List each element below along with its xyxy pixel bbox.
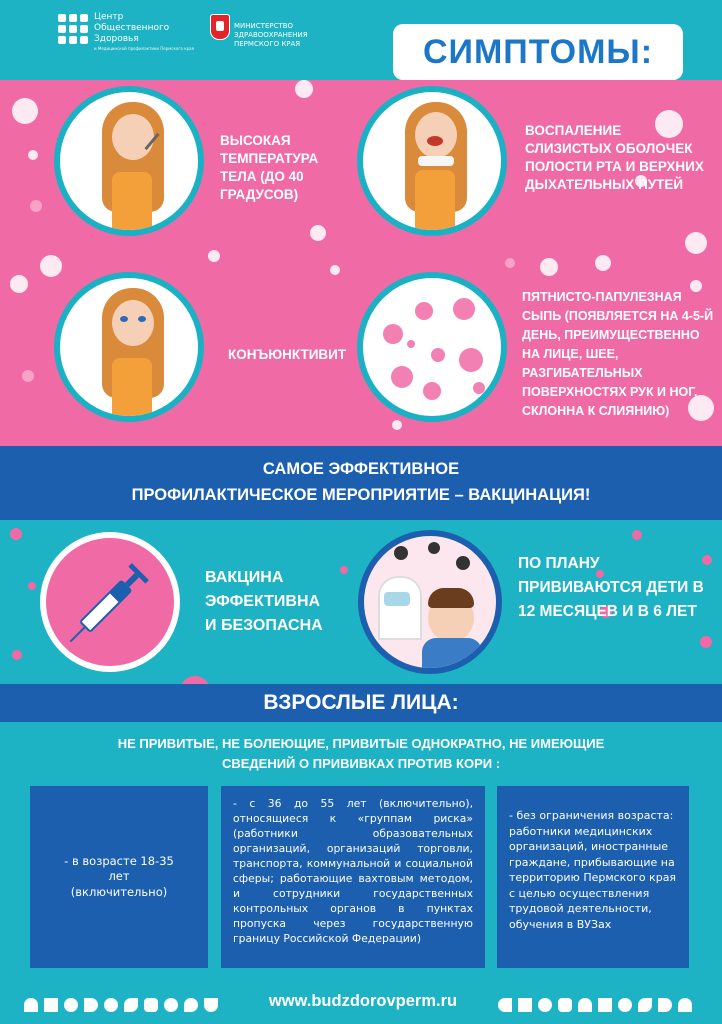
vaccine-plan-text: ПО ПЛАНУ ПРИВИВАЮТСЯ ДЕТИ В 12 МЕСЯЦЕВ И В 6 ЛЕТ — [518, 555, 704, 620]
adults-banner — [0, 684, 722, 722]
open-mouth-icon — [427, 136, 443, 146]
footer-shape-icon — [558, 998, 572, 1012]
conjunctivitis-illustration — [54, 272, 204, 422]
footer-shape-icon — [578, 998, 592, 1012]
footer — [0, 985, 722, 1024]
child-hair — [428, 588, 474, 608]
footer-shape-icon — [658, 998, 672, 1012]
symptom-conjunctivitis: КОНЪЮНКТИВИТ — [228, 347, 347, 362]
scarf-icon — [418, 156, 454, 166]
virus-decoration — [685, 232, 707, 254]
vaccination-banner-line1: САМОЕ ЭФФЕКТИВНОЕ — [262, 460, 460, 478]
footer-shape-icon — [204, 998, 218, 1012]
virus-decoration — [310, 225, 326, 241]
syringe-icon — [46, 538, 174, 666]
adults-box-36-55-text: - с 36 до 55 лет (включительно), относящиеся к «группам риска» (работники образовательных организаций, организаций торговли, транспорта, коммунальной и социальной сферы; работающие вахтовым методом, и сотрудники государственных контрольных органов в пунктах пропуска через государственную границу Российской Федерации) — [233, 797, 473, 945]
adults-title: ВЗРОСЛЫЕ ЛИЦА: — [263, 691, 459, 714]
website-link[interactable]: www.budzdorovperm.ru — [268, 992, 458, 1010]
virus-decoration — [330, 265, 340, 275]
adults-box-no-age-limit-text: - без ограничения возраста: работники медицинских организаций, иностранные граждане, прибывающие на территорию Пермского края с целью осуществления трудовой деятельности, обучения в ВУЗах — [509, 809, 677, 931]
adults-subtitle-line2: СВЕДЕНИЙ О ПРИВИВКАХ ПРОТИВ КОРИ : — [221, 756, 501, 771]
adults-box-36-55 — [221, 786, 485, 968]
adults-subtitle-line1: НЕ ПРИВИТЫЕ, НЕ БОЛЕЮЩИЕ, ПРИВИТЫЕ ОДНОКРАТНО, НЕ ИМЕЮЩИЕ — [117, 736, 605, 751]
adults-box-no-age-limit — [497, 786, 689, 968]
inflammation-illustration — [357, 86, 507, 236]
virus-decoration — [12, 650, 22, 660]
virus-decoration — [40, 255, 62, 277]
tearful-eye-icon — [138, 316, 146, 322]
footer-shape-icon — [598, 998, 612, 1012]
adults-box-18-35-text: - в возрасте 18-35 лет (включительно) — [64, 853, 174, 899]
virus-decoration — [505, 258, 515, 268]
virus-decoration — [28, 582, 36, 590]
page-title: СИМПТОМЫ: — [422, 32, 654, 71]
adults-subtitle — [0, 734, 722, 774]
virus-decoration — [295, 80, 313, 98]
virus-decoration — [28, 150, 38, 160]
vaccination-banner — [0, 446, 722, 520]
virus-decoration — [10, 528, 22, 540]
tearful-eye-icon — [120, 316, 128, 322]
footer-shape-icon — [678, 998, 692, 1012]
doctor-figure — [378, 576, 422, 640]
footer-shape-icon — [164, 998, 178, 1012]
footer-shape-icon — [64, 998, 78, 1012]
footer-shape-icon — [84, 998, 98, 1012]
page-title-box — [393, 24, 683, 80]
symptom-fever: ВЫСОКАЯ ТЕМПЕРАТУРА ТЕЛА (ДО 40 ГРАДУСОВ) — [220, 133, 319, 202]
vaccination-banner-line2: ПРОФИЛАКТИЧЕСКОЕ МЕРОПРИЯТИЕ – ВАКЦИНАЦИЯ! — [131, 486, 591, 504]
virus-decoration — [540, 258, 558, 276]
virus-decoration — [392, 420, 402, 430]
org-logo-icon — [58, 14, 88, 44]
medical-mask-icon — [384, 592, 410, 606]
footer-shape-icon — [104, 998, 118, 1012]
footer-shape-icon — [124, 998, 138, 1012]
org-subtitle: и Медицинской профилактики Пермского края — [94, 46, 195, 51]
virus-decoration — [10, 275, 28, 293]
footer-shape-icon — [498, 998, 512, 1012]
coat-of-arms-icon — [210, 14, 230, 40]
adults-box-18-35 — [30, 786, 208, 968]
org-name: Центр Общественного Здоровья — [94, 12, 170, 44]
virus-decoration — [340, 566, 348, 574]
virus-decoration — [12, 98, 38, 124]
virus-decoration — [208, 250, 220, 262]
syringe-illustration — [40, 532, 180, 672]
symptom-rash: ПЯТНИСТО-ПАПУЛЕЗНАЯ СЫПЬ (ПОЯВЛЯЕТСЯ НА 4-5-Й ДЕНЬ, ПРЕИМУЩЕСТВЕННО НА ЛИЦЕ, ШЕЕ, РАЗГИБАТЕЛЬНЫХ ПОВЕРХНОСТЯХ РУК И НОГ, СКЛОННА К СЛИЯНИЮ) — [522, 290, 714, 418]
virus-decoration — [22, 370, 34, 382]
footer-shape-icon — [24, 998, 38, 1012]
footer-shape-icon — [144, 998, 158, 1012]
ministry-name: МИНИСТЕРСТВО ЗДРАВООХРАНЕНИЯ ПЕРМСКОГО КРАЯ — [234, 22, 308, 48]
footer-shape-icon — [44, 998, 58, 1012]
footer-shape-icon — [638, 998, 652, 1012]
footer-shape-icon — [518, 998, 532, 1012]
virus-decoration — [30, 200, 42, 212]
vaccination-kids-illustration — [358, 530, 502, 674]
footer-shape-icon — [538, 998, 552, 1012]
symptom-inflammation: ВОСПАЛЕНИЕ СЛИЗИСТЫХ ОБОЛОЧЕК ПОЛОСТИ РТА И ВЕРХНИХ ДЫХАТЕЛЬНЫХ ПУТЕЙ — [525, 123, 704, 192]
vaccine-safe-text: ВАКЦИНА ЭФФЕКТИВНА И БЕЗОПАСНА — [205, 569, 323, 634]
rash-illustration — [357, 272, 507, 422]
footer-shape-icon — [184, 998, 198, 1012]
ministry-logo — [210, 14, 370, 64]
virus-decoration — [595, 255, 611, 271]
fever-illustration — [54, 86, 204, 236]
virus-decoration — [700, 636, 712, 648]
footer-shape-icon — [618, 998, 632, 1012]
virus-decoration — [632, 530, 642, 540]
